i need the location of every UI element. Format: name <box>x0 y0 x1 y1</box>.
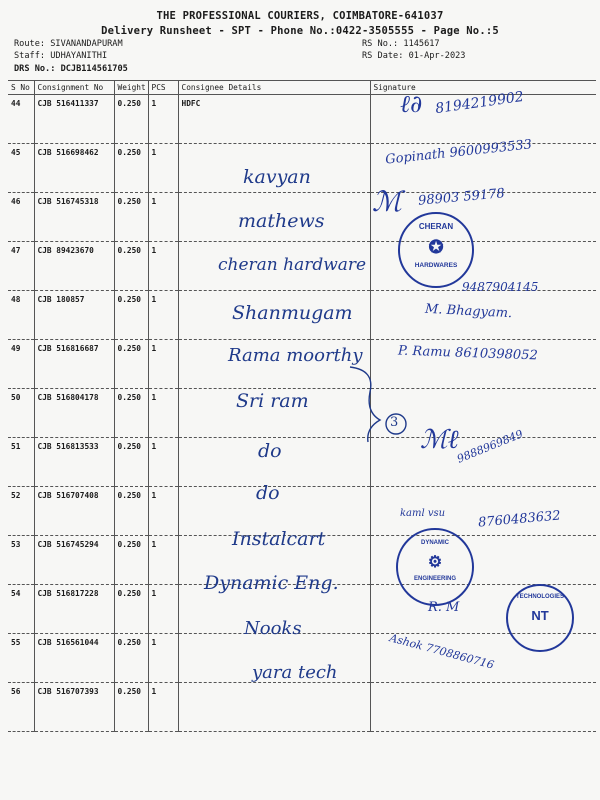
nt-technologies-stamp-icon: TECHNOLOGIES NT <box>506 584 574 652</box>
dynamic-engineering-stamp-icon: DYNAMIC ⚙ ENGINEERING <box>396 528 474 606</box>
signature: 98903 59178 <box>417 186 506 209</box>
handwritten-name: Instalcart <box>232 528 326 550</box>
row-pcs: 1 <box>148 487 178 536</box>
row-sno: 51 <box>8 438 34 487</box>
col-consignee: Consignee Details <box>178 81 370 95</box>
row-weight: 0.250 <box>114 683 148 732</box>
company-line: THE PROFESSIONAL COURIERS, COIMBATORE-641037 <box>156 10 444 22</box>
row-consignment: CJB 180857 <box>34 291 114 340</box>
row-consignment: CJB 516411337 <box>34 95 114 144</box>
row-weight: 0.250 <box>114 144 148 193</box>
signature: 8194219902 <box>434 88 525 118</box>
col-pcs: PCS <box>148 81 178 95</box>
row-weight: 0.250 <box>114 340 148 389</box>
row-consignment: CJB 516804178 <box>34 389 114 438</box>
row-sno: 49 <box>8 340 34 389</box>
row-pcs: 1 <box>148 291 178 340</box>
row-pcs: 1 <box>148 95 178 144</box>
row-consignee-details: HDFC <box>178 95 370 144</box>
col-sno: S No <box>8 81 34 95</box>
row-weight: 0.250 <box>114 291 148 340</box>
row-pcs: 1 <box>148 193 178 242</box>
handwritten-name: yara tech <box>252 662 338 683</box>
col-weight: Weight <box>114 81 148 95</box>
row-pcs: 1 <box>148 683 178 732</box>
row-weight: 0.250 <box>114 242 148 291</box>
handwritten-name: kavyan <box>243 166 311 188</box>
row-pcs: 1 <box>148 389 178 438</box>
row-consignment: CJB 516745318 <box>34 193 114 242</box>
handwritten-name: mathews <box>238 210 325 232</box>
row-pcs: 1 <box>148 536 178 585</box>
row-weight: 0.250 <box>114 585 148 634</box>
row-pcs: 1 <box>148 634 178 683</box>
row-consignment: CJB 516816687 <box>34 340 114 389</box>
row-consignment: CJB 89423670 <box>34 242 114 291</box>
signature-scribble-icon: ℓ∂ <box>400 90 423 118</box>
drs-number: DRS No.: DCJB114561705 <box>14 64 128 74</box>
signature: P. Ramu 8610398052 <box>397 343 538 364</box>
row-sno: 55 <box>8 634 34 683</box>
signature: 9888969849 <box>455 427 525 466</box>
signature: R. M <box>428 600 460 615</box>
handwritten-name: Dynamic Eng. <box>204 572 339 594</box>
signature: 8760483632 <box>477 508 562 531</box>
row-weight: 0.250 <box>114 634 148 683</box>
bracket-mark <box>340 362 410 452</box>
row-consignment: CJB 516707408 <box>34 487 114 536</box>
col-signature: Signature <box>370 81 596 95</box>
row-sno: 56 <box>8 683 34 732</box>
signature-scribble-icon: kaml vsu <box>400 508 446 519</box>
handwritten-name: cheran hardware <box>218 255 367 275</box>
signature: Gopinath 9600993533 <box>384 137 533 168</box>
row-pcs: 1 <box>148 438 178 487</box>
row-sno: 54 <box>8 585 34 634</box>
table-row <box>8 683 596 732</box>
row-weight: 0.250 <box>114 536 148 585</box>
rs-date: RS Date: 01-Apr-2023 <box>362 51 466 61</box>
row-sno: 45 <box>8 144 34 193</box>
row-sno: 50 <box>8 389 34 438</box>
route-label: Route: SIVANANDAPURAM <box>14 39 123 49</box>
handwritten-name: Sri ram <box>236 390 309 412</box>
row-consignment: CJB 516817228 <box>34 585 114 634</box>
row-consignment: CJB 516707393 <box>34 683 114 732</box>
row-consignment: CJB 516745294 <box>34 536 114 585</box>
row-weight: 0.250 <box>114 193 148 242</box>
signature: M. Bhagyam. <box>424 301 513 322</box>
handwritten-name: Rama moorthy <box>228 345 363 366</box>
rs-number: RS No.: 1145617 <box>362 39 440 49</box>
signature-scribble-icon: ℳℓ <box>420 425 459 455</box>
row-sno: 46 <box>8 193 34 242</box>
row-weight: 0.250 <box>114 487 148 536</box>
handwritten-name: do <box>258 440 282 462</box>
runsheet-title: Delivery Runsheet - SPT - Phone No.:0422-3505555 - Page No.:5 <box>101 25 499 37</box>
row-consignee-details <box>178 683 370 732</box>
handwritten-name: Shanmugam <box>232 302 353 324</box>
row-sno: 48 <box>8 291 34 340</box>
row-pcs: 1 <box>148 585 178 634</box>
row-consignment: CJB 516698462 <box>34 144 114 193</box>
row-weight: 0.250 <box>114 95 148 144</box>
row-pcs: 1 <box>148 144 178 193</box>
staff-label: Staff: UDHAYANITHI <box>14 51 108 61</box>
row-consignment: CJB 516813533 <box>34 438 114 487</box>
handwritten-name: Nooks <box>244 618 302 639</box>
row-sno: 53 <box>8 536 34 585</box>
row-sno: 47 <box>8 242 34 291</box>
signature: 9487904145 <box>462 280 539 294</box>
signature-scribble-icon: ℳ <box>372 185 402 218</box>
signature: Ashok 7708860716 <box>388 631 496 672</box>
handwritten-name: do <box>256 482 280 504</box>
row-pcs: 1 <box>148 242 178 291</box>
cheran-stamp-icon: CHERAN ✪ HARDWARES <box>398 212 474 288</box>
row-sno: 52 <box>8 487 34 536</box>
row-consignment: CJB 516561044 <box>34 634 114 683</box>
row-weight: 0.250 <box>114 438 148 487</box>
row-signature-cell <box>370 683 596 732</box>
row-weight: 0.250 <box>114 389 148 438</box>
row-pcs: 1 <box>148 340 178 389</box>
col-consignment: Consignment No <box>34 81 114 95</box>
circled-count: 3 <box>390 415 399 430</box>
row-sno: 44 <box>8 95 34 144</box>
